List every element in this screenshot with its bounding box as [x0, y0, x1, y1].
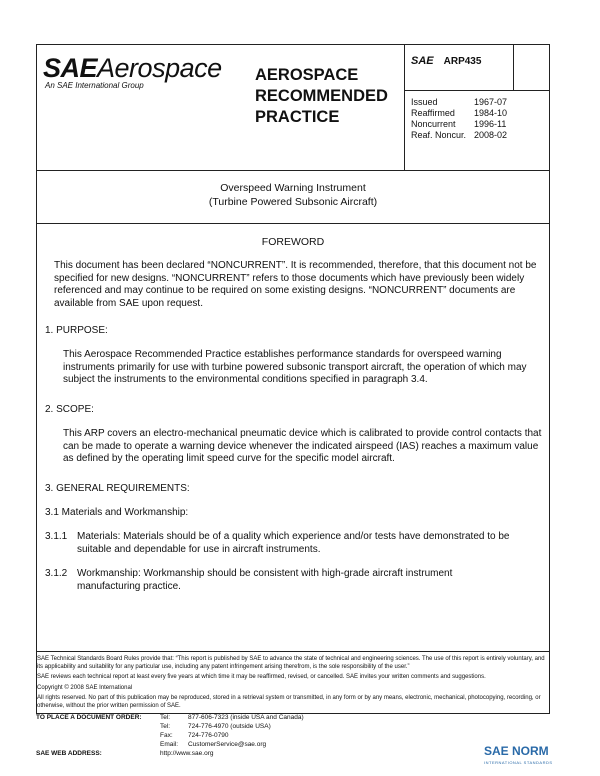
footer-review: SAE reviews each technical report at least every five years at which time it may be reaffirmed, revised, or cancelled. SAE invites your written comments and suggestions. — [37, 674, 486, 681]
issue-date: 2008-02 — [474, 130, 508, 140]
section-3-heading: 3. GENERAL REQUIREMENTS: — [45, 483, 190, 494]
issue-row — [411, 130, 507, 141]
sae-aerospace-logo — [43, 53, 222, 90]
doc-id-sae: SAE — [411, 55, 434, 67]
doc-type-line2: RECOMMENDED — [255, 87, 388, 105]
issue-row — [411, 119, 507, 130]
document-title — [37, 170, 549, 224]
section-3-1-heading: 3.1 Materials and Workmanship: — [45, 507, 189, 518]
section-1-heading: 1. PURPOSE: — [45, 325, 108, 336]
email-value[interactable]: CustomerService@sae.org — [188, 741, 267, 748]
tel-label: Tel: — [160, 714, 171, 721]
issue-history — [411, 97, 507, 141]
doc-type-line1: AEROSPACE — [255, 66, 359, 84]
fax-value: 724-776-0790 — [188, 732, 229, 739]
order-label: TO PLACE A DOCUMENT ORDER: — [36, 714, 142, 721]
issue-label: Reaf. Noncur. — [411, 130, 467, 140]
document-page — [36, 44, 550, 714]
fax-label: Fax: — [160, 732, 173, 739]
section-3-1-2-number: 3.1.2 — [45, 568, 68, 579]
issue-label: Noncurrent — [411, 119, 456, 129]
divider — [513, 45, 514, 90]
doc-id: ARP435 — [443, 56, 482, 67]
footer-rules: SAE Technical Standards Board Rules provide that: “This report is published by SAE to advance the state of technical and engineering sciences. The use of this report is entirely voluntary, and its applicability and suitability for any particular use, including any patent infringement arising therefrom, is the sole responsibility of the user.” — [37, 656, 545, 670]
tel2-value: 724-776-4970 (outside USA) — [188, 723, 271, 730]
title-line2: (Turbine Powered Subsonic Aircraft) — [208, 196, 378, 208]
sae-norm-watermark-sub: INTERNATIONAL STANDARDS — [484, 760, 553, 765]
issue-date: 1967-07 — [474, 97, 508, 107]
title-line1: Overspeed Warning Instrument — [220, 182, 366, 194]
logo-sae: SAE — [43, 53, 98, 83]
divider — [404, 90, 550, 91]
logo-subtitle: An SAE International Group — [45, 81, 144, 90]
web-label: SAE WEB ADDRESS: — [36, 750, 102, 757]
section-2-text: This ARP covers an electro-mechanical pneumatic device which is calibrated to provide control contacts that can be made to operate a warning device whenever the indicated airspeed (IAS) reaches a maximum value as defined by the operating limit speed curve for the specific model aircraft. — [63, 428, 542, 464]
issue-label: Reaffirmed — [411, 108, 455, 118]
tel2-label: Tel: — [160, 723, 171, 730]
issue-date: 1996-11 — [474, 119, 507, 129]
foreword-heading: FOREWORD — [261, 236, 325, 248]
divider — [404, 45, 405, 170]
issue-label: Issued — [411, 97, 438, 107]
doc-type-line3: PRACTICE — [255, 108, 340, 126]
issue-row — [411, 97, 507, 108]
document-header — [37, 45, 549, 171]
logo-aerospace: Aerospace — [97, 53, 222, 83]
section-1-text: This Aerospace Recommended Practice establishes performance standards for overspeed warning instruments primarily for use with turbine powered subsonic transport aircraft, the operation of which may subject the instruments to the environmental conditions specified in paragraph 3.4. — [63, 349, 527, 385]
document-body — [37, 223, 549, 592]
section-2-heading: 2. SCOPE: — [45, 404, 94, 415]
tel-value: 877-606-7323 (inside USA and Canada) — [188, 714, 304, 721]
web-link[interactable]: http://www.sae.org — [160, 750, 214, 757]
document-type — [255, 65, 395, 128]
foreword-text: This document has been declared “NONCURRENT”. It is recommended, therefore, that this document not be specified for new designs. “NONCURRENT” refers to those documents which have previously been widely referenced and may continue to be required on some existing designs. “NONCURRENT” documents are available from SAE upon request. — [54, 260, 537, 309]
sae-norm-watermark: SAE NORM — [484, 744, 549, 758]
footer-copyright: Copyright © 2008 SAE International — [37, 684, 133, 691]
email-label: Email: — [160, 741, 179, 748]
issue-date: 1984-10 — [474, 108, 508, 118]
section-3-1-2-text: Workmanship: Workmanship should be consistent with high-grade aircraft instrument manufacturing practice. — [77, 568, 453, 592]
legal-footer — [37, 651, 549, 714]
section-3-1-1-number: 3.1.1 — [45, 531, 68, 542]
issue-row — [411, 108, 507, 119]
footer-rights: All rights reserved. No part of this publication may be reproduced, stored in a retrieval system or transmitted, in any form or by any means, electronic, mechanical, photocopying, recording, or otherwise, without the prior written permission of SAE. — [37, 695, 541, 709]
section-3-1-1-text: Materials: Materials should be of a quality which experience and/or tests have demonstrated to be suitable and dependable for use in aircraft instruments. — [77, 531, 510, 555]
document-number — [411, 55, 481, 67]
